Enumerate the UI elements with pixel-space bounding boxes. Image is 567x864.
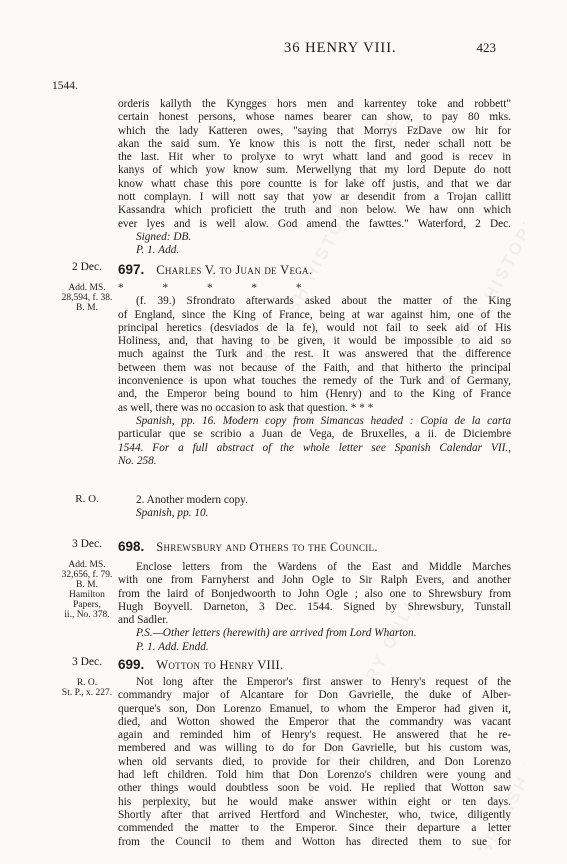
text-line: principal heretics (desviados de la fe), would not fail to seek aid of His bbox=[118, 321, 511, 334]
text-line: Hugh Boyvell. Darneton, 3 Dec. 1544. Signed by Shrewsbury, Tunstall bbox=[118, 600, 511, 613]
entry-698-heading bbox=[118, 539, 518, 554]
text-line: Holiness, and, that having to be given, it would be impossible to aid so bbox=[118, 335, 511, 348]
text-line: again and reminded him of Henry's request. He answered that he re- bbox=[118, 729, 511, 742]
source-ref: Hamilton bbox=[69, 589, 105, 600]
text-line: querque's son, Don Lorenzo Emanuel, to whom the Emperor had given it, bbox=[118, 702, 511, 715]
text-line: know whatt chase this pore countte is for lake off justis, and that we dar bbox=[118, 177, 511, 190]
text-line: (f. 39.) Sfrondrato afterwards asked about the matter of the King bbox=[136, 295, 511, 308]
text-line: ever lyes and is well alow. God amend the fawttes." Waterford, 2 Dec. bbox=[118, 217, 511, 230]
entry-697-copy bbox=[118, 494, 511, 521]
text-line: had left children. Told him that Don Lorenzo's children were young and bbox=[118, 769, 511, 782]
entry-date: 3 Dec. bbox=[71, 656, 102, 668]
stars bbox=[118, 282, 511, 295]
text-line: died, and Wotton showed the Emperor that the commandry was vacant bbox=[118, 715, 511, 728]
entry-697-heading bbox=[118, 262, 518, 277]
entry-title: Charles V. to Juan de Vega. bbox=[156, 263, 313, 277]
text-line: orderis kallyth the Kyngges hors men and karrentey toke and robbett" bbox=[118, 98, 511, 110]
running-header bbox=[0, 40, 567, 56]
text-line: Shortly after that arrived Hertford and Winchester, who, twice, diligently bbox=[118, 808, 511, 821]
running-title: 36 HENRY VIII. bbox=[284, 40, 397, 56]
source-ref: Add. MS. bbox=[68, 559, 106, 570]
postscript: P.S.—Other letters (herewith) are arrived from Lord Wharton. bbox=[136, 627, 417, 640]
footer-line: P. 1. Add. Endd. bbox=[136, 640, 209, 653]
text-line: from the laird of Bonjedwoorth to John Ogle ; also one to Shrewsbury from bbox=[118, 587, 511, 600]
entry-699-text bbox=[118, 676, 511, 849]
source-ref: 32,656, f. 79. bbox=[61, 569, 113, 580]
entry-number: 698. bbox=[118, 539, 145, 554]
text-line: and, the Emperor being bound to him (Henry) and to the King of France bbox=[118, 388, 511, 401]
text-line: with one from Farnyherst and John Ogle to Sir Ralph Evers, and another bbox=[118, 574, 511, 587]
entry-697-margin bbox=[52, 262, 122, 313]
source-ref: B. M. bbox=[76, 579, 98, 590]
entry-date: 3 Dec. bbox=[71, 538, 102, 550]
margin-year: 1544. bbox=[52, 80, 78, 92]
text-line: membered and was willing to do for Don Gavrielle, but his custom was, bbox=[118, 742, 511, 755]
continuation-text bbox=[118, 98, 511, 258]
footer-line: P. 1. Add. bbox=[136, 244, 180, 257]
entry-title: Wotton to Henry VIII. bbox=[156, 658, 284, 672]
text-line: kanys of which yow know sum. Merwellyng that my lord Depute do nott bbox=[118, 164, 511, 177]
text-line: as well, there was no occasion to ask that question. * * * bbox=[118, 401, 374, 414]
source-line: Spanish, pp. 16. Modern copy from Simancas headed : Copia de la carta bbox=[136, 414, 511, 427]
source-line: 1544. For a full abstract of the whole letter see Spanish Calendar VII., bbox=[118, 441, 511, 454]
entry-number: 697. bbox=[118, 262, 145, 277]
source-line: No. 258. bbox=[118, 454, 157, 467]
text-line: akan the said sum. Ye know this is nott the first, neder schall nott be bbox=[118, 137, 511, 150]
entry-title: Shrewsbury and Others to the Council. bbox=[156, 540, 378, 554]
text-line: and Sadler. bbox=[118, 614, 169, 627]
entry-698-text bbox=[118, 561, 511, 654]
entry-699-heading bbox=[118, 657, 518, 672]
text-line: from the Council to them and Wotton has directed them to sue for bbox=[118, 835, 511, 848]
text-line: Enclose letters from the Wardens of the East and Middle Marches bbox=[136, 561, 511, 573]
text-line: certain honest persons, whose names bearer can show, to pay 80 mks. bbox=[118, 111, 511, 124]
signed-line: Signed: DB. bbox=[136, 230, 192, 243]
entry-698-margin bbox=[52, 539, 122, 620]
copy-line: 2. Another modern copy. bbox=[136, 494, 248, 506]
source-ref: St. P., x. 227. bbox=[61, 687, 113, 698]
text-line: commended the matter to the Emperor. Since their departure a letter bbox=[118, 822, 511, 835]
copy-lang: Spanish, pp. 10. bbox=[136, 507, 209, 520]
text-line: much against the Turk and the rest. It was answered that the difference bbox=[118, 348, 511, 361]
source-ref: ii., No. 378. bbox=[64, 609, 110, 620]
entry-699-margin bbox=[52, 657, 122, 698]
entry-697-copy-ref: R. O. bbox=[75, 493, 99, 505]
entry-number: 699. bbox=[118, 657, 145, 672]
text-line: other things would doubtless soon be void. He replied that Wotton saw bbox=[118, 782, 511, 795]
source-ref: R. O. bbox=[76, 677, 98, 688]
source-ref: B. M. bbox=[76, 302, 98, 313]
text-line: Kassandra which proficiett the truth and non below. We haw onn which bbox=[118, 204, 511, 217]
source-ref: 28,594, f. 38. bbox=[61, 292, 113, 303]
entry-date: 2 Dec. bbox=[71, 261, 102, 273]
entry-697-text bbox=[118, 282, 511, 468]
text-line: commandry major of Alcantare for Don Gavrielle, the duke of Alber- bbox=[118, 689, 511, 702]
text-line: his perplexity, but he would make answer within eight or ten days. bbox=[118, 795, 511, 808]
text-line: between them was not because of the Faith, and that hitherto the principal bbox=[118, 361, 511, 374]
page-number: 423 bbox=[476, 40, 496, 55]
text-line: Not long after the Emperor's first answer to Henry's request of the bbox=[136, 676, 511, 688]
text-line: which the lady Katteren owes, "saying that Morrys FzDave ow hir for bbox=[118, 124, 511, 137]
text-line: nott complayn. I will nott say that yow ar desendit from a Trojan callitt bbox=[118, 191, 511, 204]
text-line: the last. Hit wher to prolyxe to wryt whatt land and good is recev in bbox=[118, 151, 511, 164]
source-ref: Papers, bbox=[73, 599, 101, 610]
text-line: inconvenience is upon what touches the remedy of the Turk and of Germany, bbox=[118, 375, 511, 388]
source-line: particular que se scribio a Juan de Vega, de Bruxelles, a ii. de Diciembre bbox=[118, 428, 511, 441]
source-ref: Add. MS. bbox=[68, 282, 106, 293]
text-line: when old servants died, to provide for their children, and Don Lorenzo bbox=[118, 755, 511, 768]
text-line: of England, since the King of France, being at war against him, one of the bbox=[118, 308, 511, 321]
ellipsis-stars: * * * * * bbox=[118, 282, 320, 294]
